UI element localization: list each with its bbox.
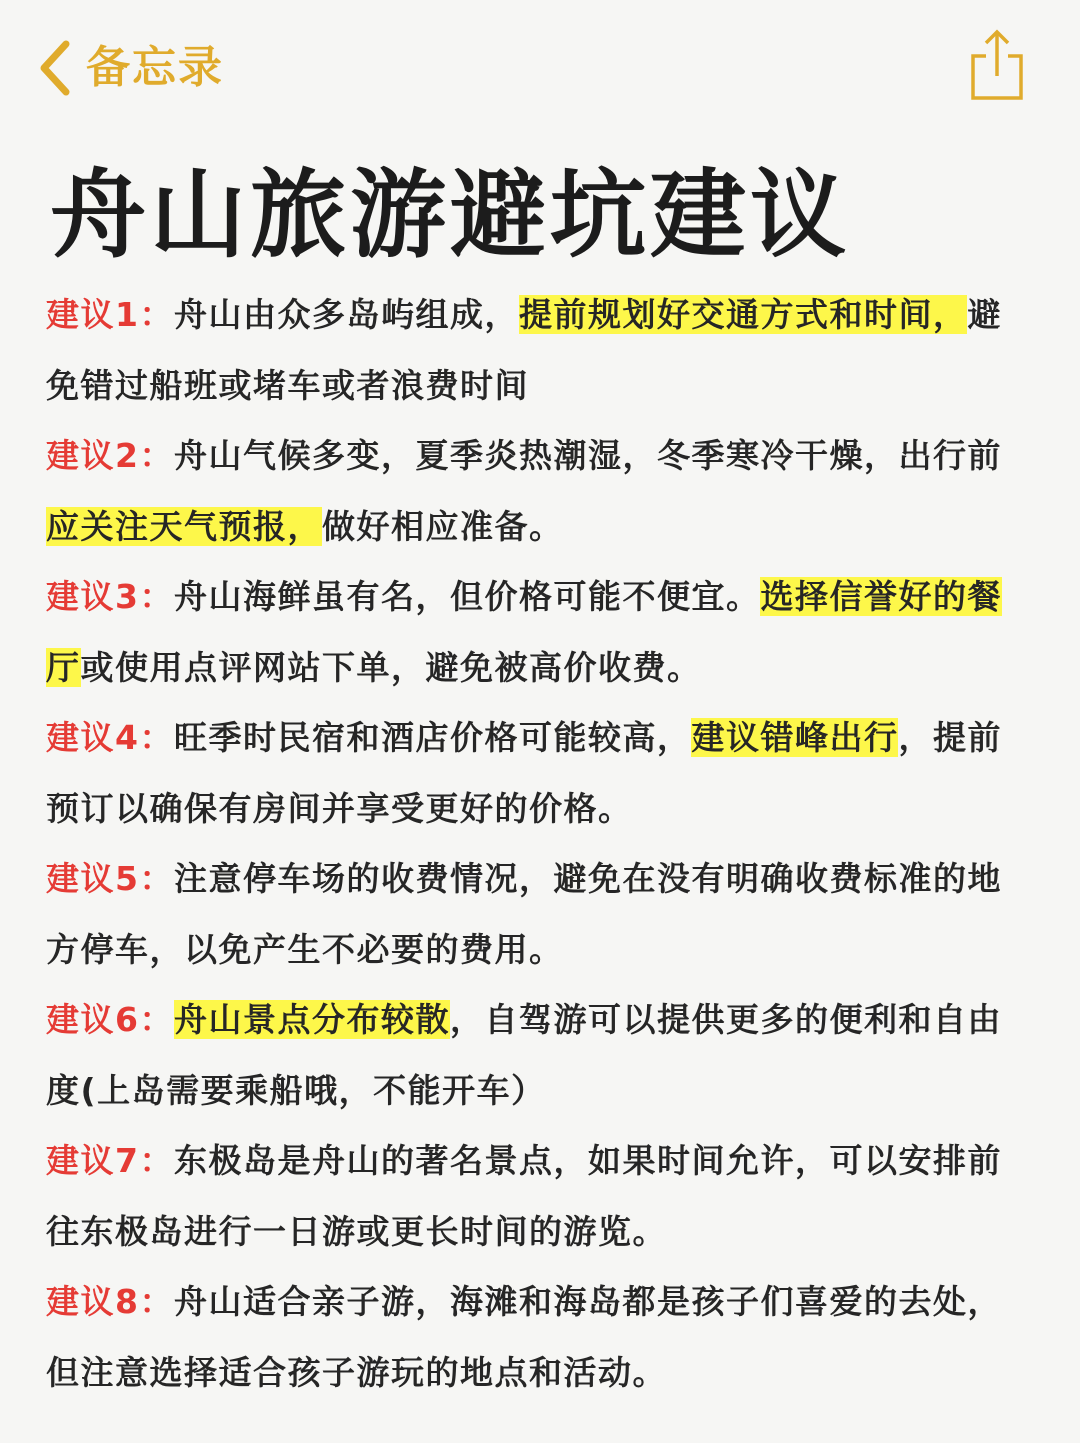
- tip-1: [46, 280, 1016, 421]
- tip-highlight: 建议错峰出行: [691, 718, 899, 757]
- share-button[interactable]: [968, 28, 1028, 104]
- tip-label: 建议4：: [46, 718, 174, 757]
- tip-highlight: 提前规划好交通方式和时间，: [518, 295, 968, 334]
- tip-7: [46, 1126, 1016, 1267]
- tip-3: [46, 562, 1016, 703]
- tip-highlight: 应关注天气预报，: [46, 506, 322, 546]
- tip-label: 建议6：: [46, 1000, 174, 1039]
- tip-label: 建议5：: [46, 859, 174, 898]
- tip-text-after: 或使用点评网站下单，避免被高价收费。: [80, 647, 702, 687]
- navigation-bar: [0, 0, 1080, 130]
- tip-text-after: ，自驾游可以提供更多的便利和自由度(上岛需要乘船哦，不能开车）: [46, 1000, 1002, 1110]
- tip-highlight: 选择信誉好的餐厅: [46, 577, 1002, 687]
- tip-2: [46, 421, 1016, 562]
- tip-highlight: 舟山景点分布较散: [173, 1000, 450, 1039]
- tip-8: [46, 1267, 1016, 1408]
- tip-5: [46, 844, 1016, 985]
- tip-text: 舟山适合亲子游，海滩和海岛都是孩子们喜爱的去处，但注意选择适合孩子游玩的地点和活动。: [46, 1282, 1002, 1392]
- tip-label: 建议7：: [46, 1141, 174, 1180]
- tip-text-after: 做好相应准备。: [322, 506, 564, 546]
- tip-6: [46, 985, 1016, 1126]
- back-button[interactable]: [36, 36, 224, 100]
- tip-text-after: ，提前预订以确保有房间并享受更好的价格。: [46, 718, 1002, 828]
- tip-label: 建议8：: [46, 1282, 174, 1321]
- back-label: 备忘录: [86, 42, 224, 93]
- share-icon: [968, 28, 1028, 104]
- chevron-left-icon: [36, 38, 72, 98]
- tip-text: 东极岛是舟山的著名景点，如果时间允许，可以安排前往东极岛进行一日游或更长时间的游览。: [46, 1141, 1002, 1251]
- note-body: [46, 280, 1016, 1408]
- tip-label: 建议3：: [46, 577, 174, 616]
- tip-label: 建议2：: [46, 436, 174, 475]
- tip-text-after: 避免错过船班或堵车或者浪费时间: [46, 295, 1002, 405]
- tip-text: 舟山由众多岛屿组成，: [173, 295, 519, 334]
- tip-text: 舟山海鲜虽有名，但价格可能不便宜。: [173, 577, 761, 616]
- tip-text: 舟山气候多变，夏季炎热潮湿，冬季寒冷干燥，出行前: [173, 436, 1002, 475]
- tip-text: 注意停车场的收费情况，避免在没有明确收费标准的地方停车，以免产生不必要的费用。: [46, 859, 1002, 969]
- tip-text: 旺季时民宿和酒店价格可能较高，: [173, 718, 692, 757]
- tip-4: [46, 703, 1016, 844]
- page-title: 舟山旅游避坑建议: [50, 159, 850, 271]
- tip-label: 建议1：: [46, 295, 174, 334]
